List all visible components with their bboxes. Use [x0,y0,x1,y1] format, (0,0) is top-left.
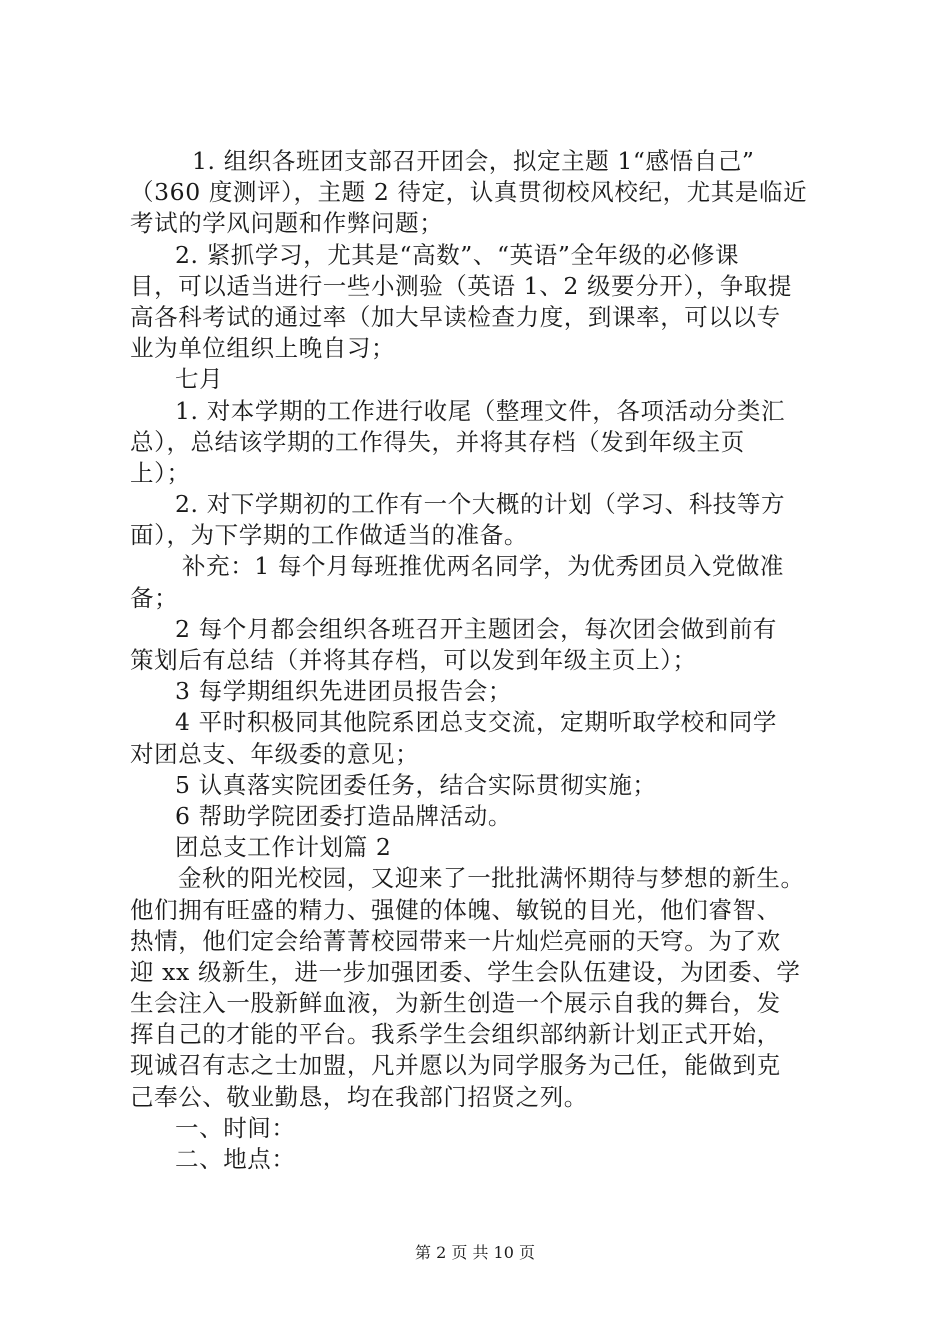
text-line: 4 平时积极同其他院系团总支交流，定期听取学校和同学 [175,708,778,737]
text-line: 2. 对下学期初的工作有一个大概的计划（学习、科技等方 [175,490,786,519]
text-line: 对团总支、年级委的意见； [130,739,420,768]
text-line: 业为单位组织上晚自习； [130,334,396,363]
text-line: 2. 紧抓学习，尤其是“高数”、“英语”全年级的必修课 [175,240,740,269]
text-line: 备； [130,583,179,612]
text-line: 1. 对本学期的工作进行收尾（整理文件，各项活动分类汇 [175,396,786,425]
text-line: 现诚召有志之士加盟，凡并愿以为同学服务为己任，能做到克 [130,1051,781,1080]
text-line: 目，可以适当进行一些小测验（英语 1、2 级要分开），争取提 [130,271,793,300]
text-line: 高各科考试的通过率（加大早读检查力度，到课率，可以以专 [130,302,781,331]
text-line: 补充：1 每个月每班推优两名同学，为优秀团员入党做准 [182,552,785,581]
text-line: 己奉公、敬业勤恳，均在我部门招贤之列。 [130,1082,588,1111]
text-line: 上）； [130,458,191,487]
text-line: 金秋的阳光校园，又迎来了一批批满怀期待与梦想的新生。 [178,864,805,893]
text-line: 6 帮助学院团委打造品牌活动。 [175,801,512,830]
text-line: 他们拥有旺盛的精力、强健的体魄、敏锐的目光，他们睿智、 [130,895,781,924]
text-line: 迎 xx 级新生，进一步加强团委、学生会队伍建设，为团委、学 [130,957,801,986]
text-line: 挥自己的才能的平台。我系学生会组织部纳新计划正式开始， [130,1020,781,1049]
section-heading: 七月 [175,365,224,394]
text-line: 热情，他们定会给菁菁校园带来一片灿烂亮丽的天穹。为了欢 [130,926,781,955]
text-line: 一、时间： [175,1113,296,1142]
text-line: 1. 组织各班团支部召开团会，拟定主题 1“感悟自己” [192,147,755,175]
text-line: 5 认真落实院团委任务，结合实际贯彻实施； [175,770,657,799]
text-line: 总），总结该学期的工作得失，并将其存档（发到年级主页 [130,427,745,456]
text-line: （360 度测评），主题 2 待定，认真贯彻校风校纪，尤其是临近 [130,178,808,207]
text-line: 3 每学期组织先进团员报告会； [175,677,512,706]
text-line: 生会注入一股新鲜血液，为新生创造一个展示自我的舞台，发 [130,989,781,1018]
section-heading: 团总支工作计划篇 2 [175,833,392,862]
document-body [130,146,830,1175]
text-line: 策划后有总结（并将其存档，可以发到年级主页上）； [130,646,697,674]
page-number-footer: 第 2 页 共 10 页 [415,1243,535,1262]
text-line: 2 每个月都会组织各班召开主题团会，每次团会做到前有 [175,614,778,643]
text-line: 面），为下学期的工作做适当的准备。 [130,521,528,550]
text-line: 考试的学风问题和作弊问题； [130,209,444,238]
text-line: 二、地点： [175,1145,296,1173]
